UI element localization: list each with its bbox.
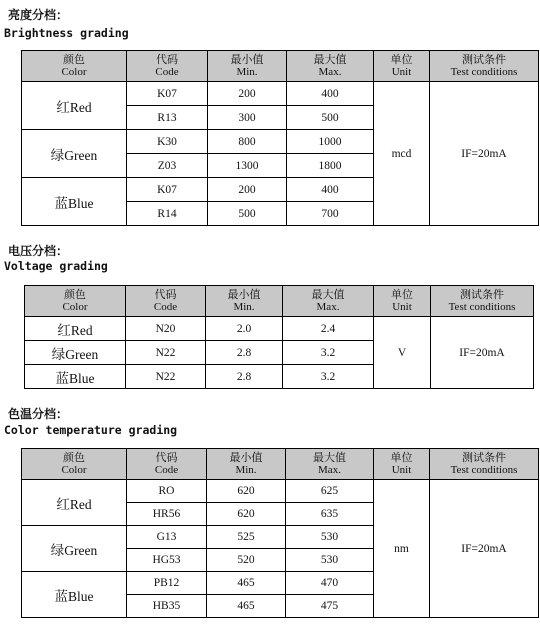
table-row bbox=[25, 317, 534, 341]
code-cell: N20 bbox=[126, 317, 206, 341]
code-cell: K30 bbox=[127, 130, 208, 154]
header-color: 颜色 Color bbox=[22, 449, 127, 480]
table-header-row bbox=[22, 449, 539, 480]
min-cell: 525 bbox=[207, 526, 286, 549]
min-cell: 1300 bbox=[208, 154, 287, 178]
table-header-row bbox=[22, 51, 539, 82]
unit-cell: V bbox=[374, 317, 431, 389]
header-max: 最大值 Max. bbox=[286, 449, 374, 480]
color-cell: 蓝Blue bbox=[22, 572, 127, 618]
max-cell: 500 bbox=[287, 106, 374, 130]
header-color: 颜色 Color bbox=[25, 286, 126, 317]
color-cell: 绿Green bbox=[22, 130, 127, 178]
code-cell: N22 bbox=[126, 341, 206, 365]
min-cell: 300 bbox=[208, 106, 287, 130]
max-cell: 530 bbox=[286, 549, 374, 572]
code-cell: HR56 bbox=[127, 503, 207, 526]
color-cell: 绿Green bbox=[22, 526, 127, 572]
test-condition-cell: IF=20mA bbox=[430, 82, 539, 226]
min-cell: 2.8 bbox=[206, 365, 283, 389]
table-row bbox=[22, 480, 539, 503]
code-cell: K07 bbox=[127, 82, 208, 106]
code-cell: G13 bbox=[127, 526, 207, 549]
brightness-table bbox=[21, 50, 539, 226]
temperature-table bbox=[21, 448, 539, 618]
max-cell: 475 bbox=[286, 595, 374, 618]
header-min: 最小值 Min. bbox=[206, 286, 283, 317]
code-cell: PB12 bbox=[127, 572, 207, 595]
header-code: 代码 Code bbox=[127, 51, 208, 82]
min-cell: 2.8 bbox=[206, 341, 283, 365]
color-cell: 红Red bbox=[22, 480, 127, 526]
min-cell: 520 bbox=[207, 549, 286, 572]
color-cell: 蓝Blue bbox=[22, 178, 127, 226]
header-test-conditions: 测试条件 Test conditions bbox=[430, 51, 539, 82]
temperature-subtitle: Color temperature grading bbox=[4, 423, 178, 437]
min-cell: 620 bbox=[207, 503, 286, 526]
header-unit: 单位 Unit bbox=[374, 449, 430, 480]
color-cell: 蓝Blue bbox=[25, 365, 126, 389]
code-cell: R14 bbox=[127, 202, 208, 226]
code-cell: HG53 bbox=[127, 549, 207, 572]
max-cell: 635 bbox=[286, 503, 374, 526]
unit-cell: nm bbox=[374, 480, 430, 618]
min-cell: 500 bbox=[208, 202, 287, 226]
max-cell: 470 bbox=[286, 572, 374, 595]
header-max: 最大值 Max. bbox=[283, 286, 374, 317]
test-condition-cell: IF=20mA bbox=[430, 480, 539, 618]
max-cell: 700 bbox=[287, 202, 374, 226]
header-color: 颜色 Color bbox=[22, 51, 127, 82]
min-cell: 465 bbox=[207, 572, 286, 595]
color-cell: 红Red bbox=[22, 82, 127, 130]
max-cell: 1000 bbox=[287, 130, 374, 154]
max-cell: 400 bbox=[287, 82, 374, 106]
color-cell: 红Red bbox=[25, 317, 126, 341]
header-unit: 单位 Unit bbox=[374, 51, 430, 82]
voltage-subtitle: Voltage grading bbox=[4, 259, 108, 273]
code-cell: RO bbox=[127, 480, 207, 503]
voltage-table bbox=[24, 285, 534, 389]
header-test-conditions: 测试条件 Test conditions bbox=[431, 286, 534, 317]
max-cell: 3.2 bbox=[283, 341, 374, 365]
header-code: 代码 Code bbox=[126, 286, 206, 317]
temperature-title: 色温分档： bbox=[8, 407, 69, 421]
min-cell: 800 bbox=[208, 130, 287, 154]
code-cell: R13 bbox=[127, 106, 208, 130]
max-cell: 1800 bbox=[287, 154, 374, 178]
max-cell: 400 bbox=[287, 178, 374, 202]
brightness-title: 亮度分档： bbox=[8, 8, 69, 22]
header-code: 代码 Code bbox=[127, 449, 207, 480]
color-cell: 绿Green bbox=[25, 341, 126, 365]
max-cell: 530 bbox=[286, 526, 374, 549]
max-cell: 2.4 bbox=[283, 317, 374, 341]
min-cell: 200 bbox=[208, 82, 287, 106]
brightness-subtitle: Brightness grading bbox=[4, 26, 129, 40]
table-row bbox=[22, 82, 539, 106]
code-cell: N22 bbox=[126, 365, 206, 389]
header-min: 最小值 Min. bbox=[208, 51, 287, 82]
table-header-row bbox=[25, 286, 534, 317]
header-test-conditions: 测试条件 Test conditions bbox=[430, 449, 539, 480]
header-max: 最大值 Max. bbox=[287, 51, 374, 82]
max-cell: 625 bbox=[286, 480, 374, 503]
max-cell: 3.2 bbox=[283, 365, 374, 389]
header-min: 最小值 Min. bbox=[207, 449, 286, 480]
header-unit: 单位 Unit bbox=[374, 286, 431, 317]
test-condition-cell: IF=20mA bbox=[431, 317, 534, 389]
min-cell: 620 bbox=[207, 480, 286, 503]
code-cell: K07 bbox=[127, 178, 208, 202]
code-cell: HB35 bbox=[127, 595, 207, 618]
code-cell: Z03 bbox=[127, 154, 208, 178]
unit-cell: mcd bbox=[374, 82, 430, 226]
min-cell: 200 bbox=[208, 178, 287, 202]
min-cell: 465 bbox=[207, 595, 286, 618]
voltage-title: 电压分档： bbox=[8, 244, 69, 258]
min-cell: 2.0 bbox=[206, 317, 283, 341]
